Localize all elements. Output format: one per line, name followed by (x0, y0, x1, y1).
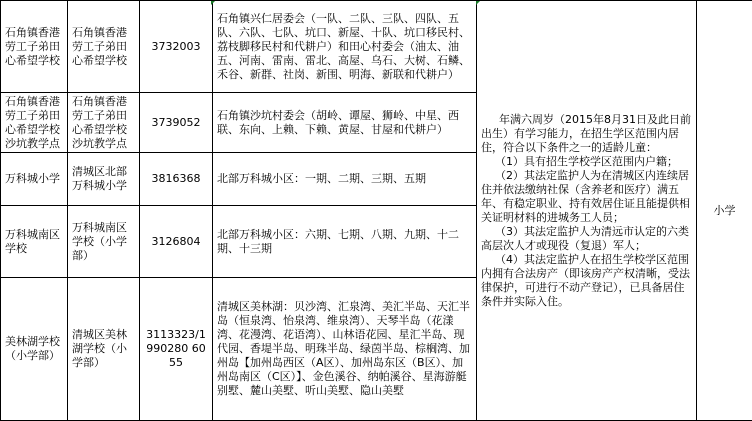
conditions-intro: 年满六周岁（2015年8月31日及此日前出生）有学习能力，在招生学区范围内居住，符合以下条件之一的适龄儿童： (481, 113, 692, 155)
phone-cell: 3739052 (140, 93, 213, 153)
conditions-cell (477, 1, 697, 421)
school-full-name-cell: 清城区美林湖学校（小学部） (68, 278, 140, 421)
school-full-name-cell: 石角镇香港劳工子弟田心希望学校 (68, 1, 140, 93)
school-name-cell: 石角镇香港劳工子弟田心希望学校 (1, 1, 68, 93)
condition-item: （4）其法定监护人在招生学校学区范围内拥有合法房产（即该房产产权清晰，受法律保护，可进行不动产登记），已具备居住条件并实际入住。 (481, 253, 692, 309)
zone-cell: 清城区美林湖：贝沙湾、汇泉湾、美汇半岛、天汇半岛（恒泉湾、怡泉湾、维泉湾）、天琴半岛（花漾湾、花漫湾、花语湾）、山林语花园、星汇半岛、现代园、香堤半岛、明珠半岛、绿茵半岛、棕榈湾、加州岛【加州岛西区（A区）、加州岛东区（B区）、加州岛南区（C区）】、金色溪谷、纳帕溪谷、星海游艇别墅、麓山美墅、听山美墅、隐山美墅 (213, 278, 477, 421)
phone-cell: 3113323/1990280 6055 (140, 278, 213, 421)
cell-comment-marker (211, 1, 215, 5)
school-name-cell: 万科城南区学校 (1, 206, 68, 278)
condition-item: （1）具有招生学校学区范围内户籍； (481, 155, 692, 169)
table-row (1, 1, 752, 93)
phone-cell: 3126804 (140, 206, 213, 278)
zone-cell: 石角镇兴仁居委会（一队、二队、三队、四队、五队、六队、七队、坑口、新屋、十队、坑口移民村、荔枝脚移民村和代耕户）和田心村委会（油太、油五、河南、雷南、雷北、高屋、乌石、大树、石鳞、禾谷、新群、社岗、新围、明海、新联和代耕户） (213, 1, 477, 93)
zone-cell: 北部万科城小区：一期、二期、三期、五期 (213, 153, 477, 206)
cell-comment-marker (476, 1, 480, 5)
school-full-name-cell: 清城区北部万科城小学 (68, 153, 140, 206)
phone-cell: 3816368 (140, 153, 213, 206)
zone-cell: 石角镇沙坑村委会（胡岭、谭屋、狮岭、中星、西联、东向、上赖、下赖、黄屋、甘屋和代耕户） (213, 93, 477, 153)
school-name-cell: 万科城小学 (1, 153, 68, 206)
condition-item: （3）其法定监护人为清远市认定的六类高层次人才或现役（复退）军人； (481, 225, 692, 253)
condition-item: （2）其法定监护人为在清城区内连续居住并依法缴纳社保（含养老和医疗）满五年、有稳定职业、持有效居住证且能提供相关证明材料的进城务工人员； (481, 169, 692, 225)
school-stage-cell: 小学 (697, 1, 752, 421)
school-name-cell: 石角镇香港劳工子弟田心希望学校沙坑教学点 (1, 93, 68, 153)
phone-cell: 3732003 (140, 1, 213, 93)
school-full-name-cell: 石角镇香港劳工子弟田心希望学校沙坑教学点 (68, 93, 140, 153)
zone-cell: 北部万科城小区：六期、七期、八期、九期、十二期、十三期 (213, 206, 477, 278)
school-name-cell: 美林湖学校（小学部） (1, 278, 68, 421)
school-full-name-cell: 万科城南区学校（小学部） (68, 206, 140, 278)
